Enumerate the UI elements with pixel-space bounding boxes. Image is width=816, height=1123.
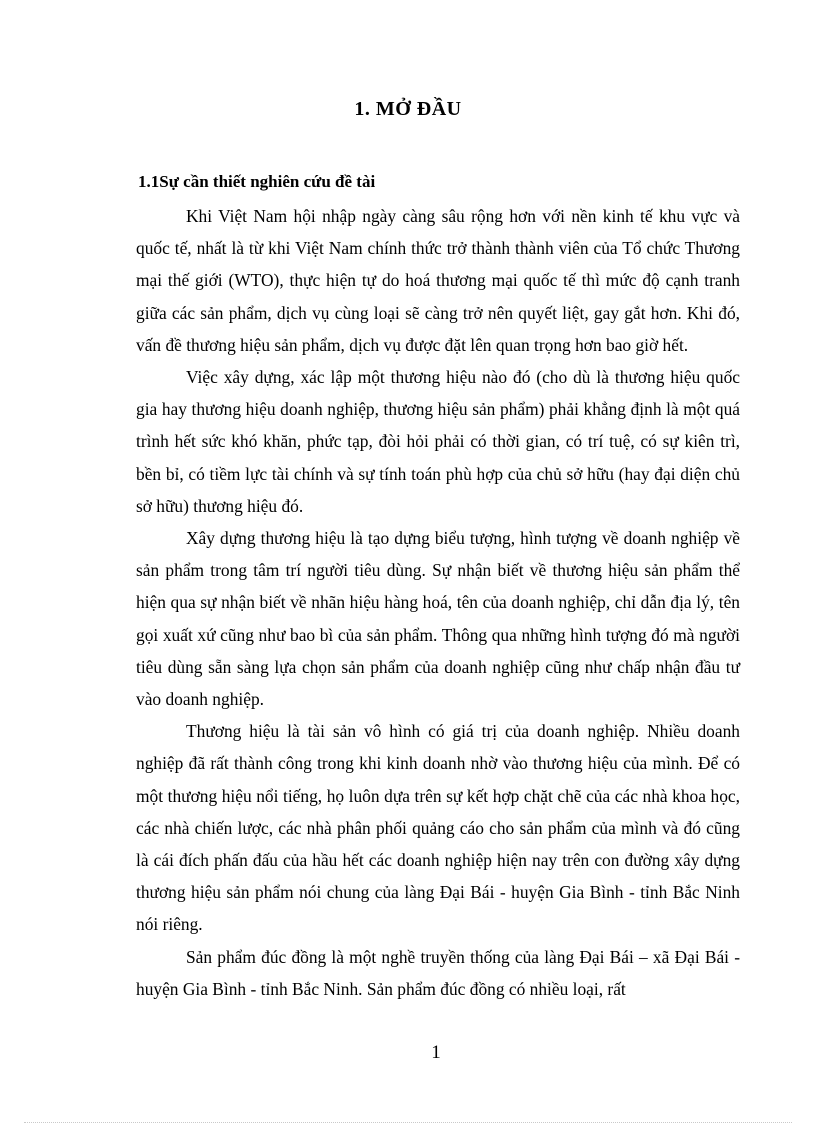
- page-number: 1: [431, 1042, 441, 1063]
- paragraph: Thương hiệu là tài sản vô hình có giá trị của doanh nghiệp. Nhiều doanh nghiệp đã rất thành công trong khi kinh doanh nhờ vào thương hiệu của mình. Để có một thương hiệu nổi tiếng, họ luôn dựa trên sự kết hợp chặt chẽ của các nhà khoa học, các nhà chiến lược, các nhà phân phối quảng cáo cho sản phẩm của mình và đó cũng là cái đích phấn đấu của hầu hết các doanh nghiệp hiện nay trên con đường xây dựng thương hiệu sản phẩm nói chung của làng Đại Bái - huyện Gia Bình - tỉnh Bắc Ninh nói riêng.: [136, 721, 740, 935]
- paragraph: Việc xây dựng, xác lập một thương hiệu nào đó (cho dù là thương hiệu quốc gia hay thương hiệu doanh nghiệp, thương hiệu sản phẩm) phải khẳng định là một quá trình hết sức khó khăn, phức tạp, đòi hỏi phải có thời gian, có trí tuệ, có sự kiên trì, bền bỉ, có tiềm lực tài chính và sự tính toán phù hợp của chủ sở hữu (hay đại diện chủ sở hữu) thương hiệu đó.: [136, 367, 740, 516]
- paragraph: Xây dựng thương hiệu là tạo dựng biểu tượng, hình tượng về doanh nghiệp về sản phẩm trong tâm trí người tiêu dùng. Sự nhận biết về thương hiệu sản phẩm thể hiện qua sự nhận biết về nhãn hiệu hàng hoá, tên của doanh nghiệp, chỉ dẫn địa lý, tên gọi xuất xứ cũng như bao bì của sản phẩm. Thông qua những hình tượng đó mà người tiêu dùng sẵn sàng lựa chọn sản phẩm của doanh nghiệp cũng như chấp nhận đầu tư vào doanh nghiệp.: [136, 528, 740, 710]
- paragraph: Khi Việt Nam hội nhập ngày càng sâu rộng hơn với nền kinh tế khu vực và quốc tế, nhất là từ khi Việt Nam chính thức trở thành thành viên của Tổ chức Thương mại thế giới (WTO), thực hiện tự do hoá thương mại quốc tế thì mức độ cạnh tranh giữa các sản phẩm, dịch vụ cùng loại sẽ càng trở nên quyết liệt, gay gắt hơn. Khi đó, vấn đề thương hiệu sản phẩm, dịch vụ được đặt lên quan trọng hơn bao giờ hết.: [136, 206, 740, 355]
- body-text: [136, 200, 740, 1005]
- chapter-title: 1. MỞ ĐẦU: [354, 98, 462, 120]
- section-heading: 1.1Sự cần thiết nghiên cứu đề tài: [138, 172, 376, 191]
- paragraph: Sản phẩm đúc đồng là một nghề truyền thống của làng Đại Bái – xã Đại Bái - huyện Gia Bình - tỉnh Bắc Ninh. Sản phẩm đúc đồng có nhiều loại, rất: [136, 946, 740, 999]
